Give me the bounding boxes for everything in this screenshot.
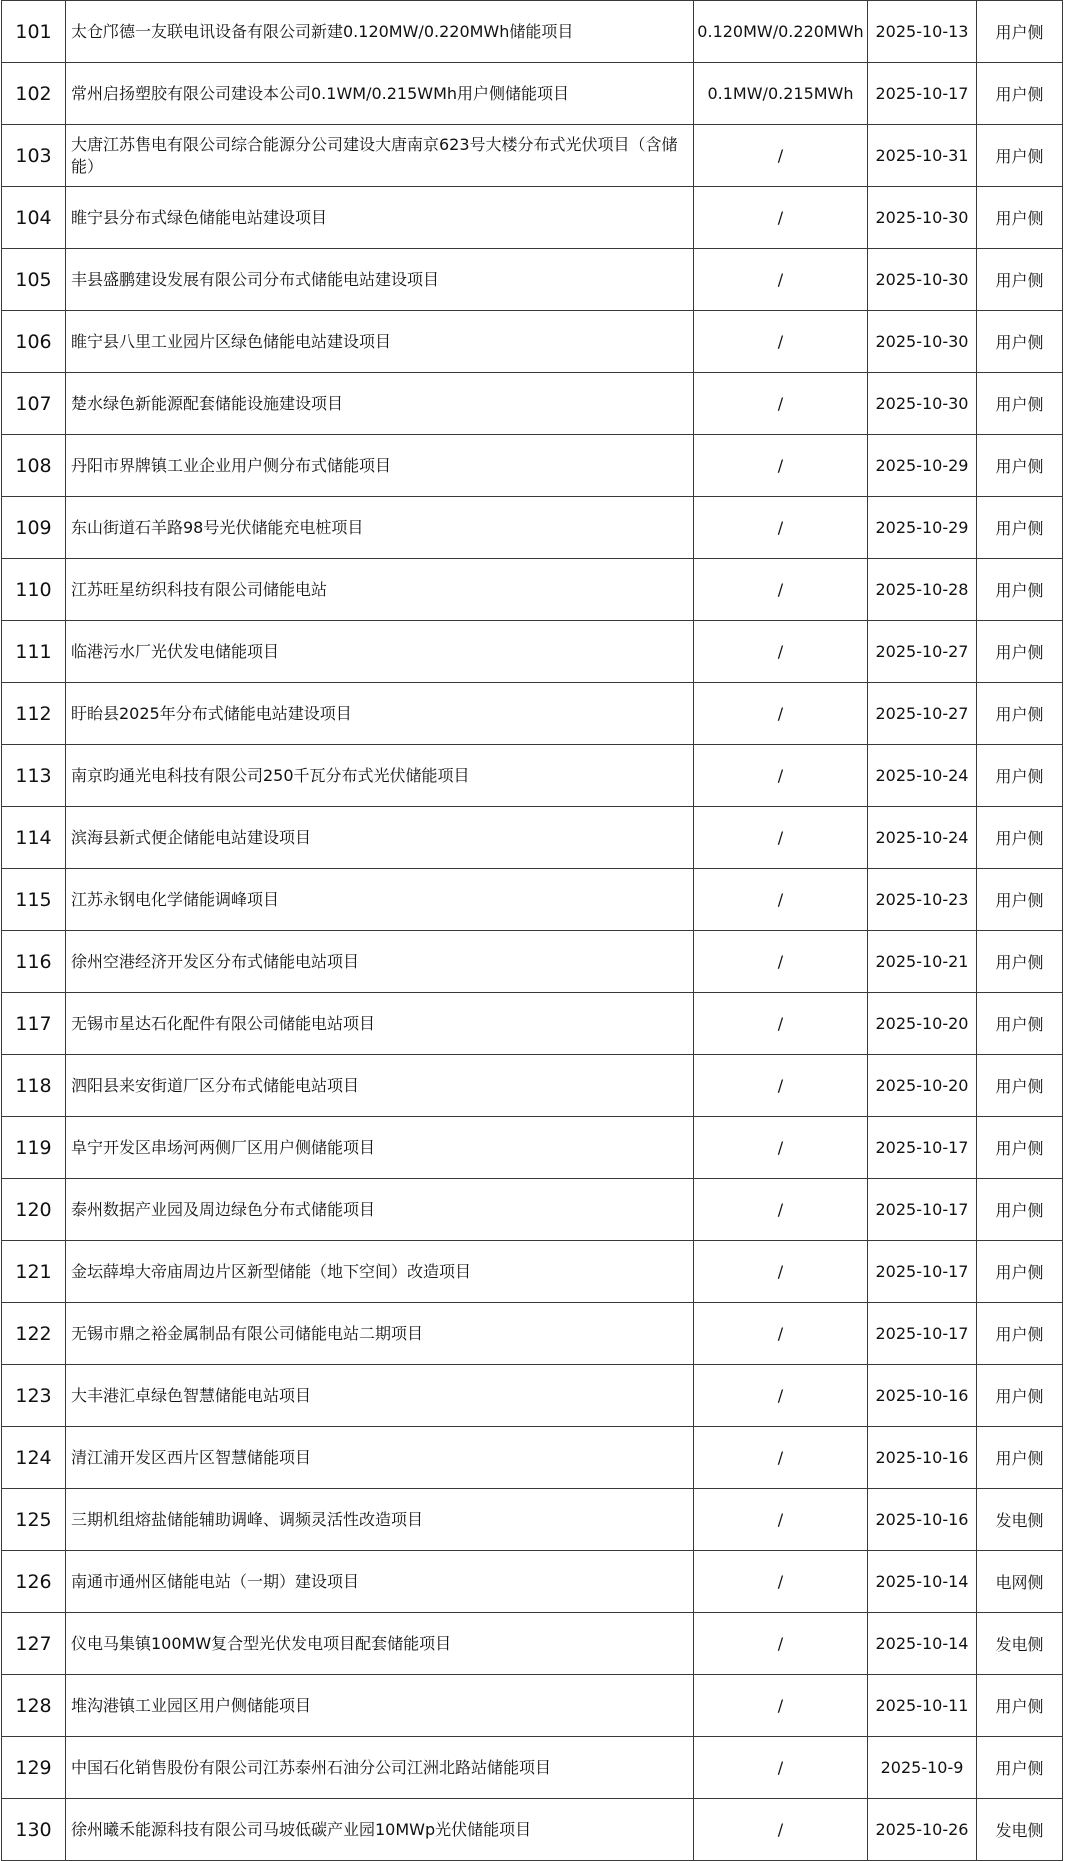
project-type: 用户侧 <box>977 559 1063 621</box>
project-date: 2025-10-30 <box>868 249 977 311</box>
project-name: 仪电马集镇100MW复合型光伏发电项目配套储能项目 <box>66 1613 694 1675</box>
table-row <box>2 1675 1063 1737</box>
project-scale: 0.120MW/0.220MWh <box>694 1 868 63</box>
project-scale: / <box>694 1799 868 1861</box>
table-row <box>2 187 1063 249</box>
project-name: 堆沟港镇工业园区用户侧储能项目 <box>66 1675 694 1737</box>
table-row <box>2 435 1063 497</box>
project-scale: / <box>694 1241 868 1303</box>
project-name: 徐州空港经济开发区分布式储能电站项目 <box>66 931 694 993</box>
project-scale: / <box>694 311 868 373</box>
project-date: 2025-10-11 <box>868 1675 977 1737</box>
project-scale: / <box>694 187 868 249</box>
project-type: 用户侧 <box>977 187 1063 249</box>
project-name: 徐州曦禾能源科技有限公司马坡低碳产业园10MWp光伏储能项目 <box>66 1799 694 1861</box>
project-type: 用户侧 <box>977 125 1063 187</box>
table-row <box>2 869 1063 931</box>
project-type: 用户侧 <box>977 1675 1063 1737</box>
project-table-body <box>2 1 1063 1861</box>
project-type: 用户侧 <box>977 373 1063 435</box>
project-name: 太仓邝德一友联电讯设备有限公司新建0.120MW/0.220MWh储能项目 <box>66 1 694 63</box>
project-name: 盱眙县2025年分布式储能电站建设项目 <box>66 683 694 745</box>
project-date: 2025-10-26 <box>868 1799 977 1861</box>
project-scale: / <box>694 1613 868 1675</box>
project-type: 用户侧 <box>977 1055 1063 1117</box>
project-scale: / <box>694 621 868 683</box>
project-scale: / <box>694 249 868 311</box>
project-date: 2025-10-17 <box>868 63 977 125</box>
table-row <box>2 1117 1063 1179</box>
row-number: 109 <box>2 497 66 559</box>
row-number: 118 <box>2 1055 66 1117</box>
project-date: 2025-10-14 <box>868 1613 977 1675</box>
project-type: 用户侧 <box>977 1179 1063 1241</box>
project-scale: / <box>694 1179 868 1241</box>
project-date: 2025-10-13 <box>868 1 977 63</box>
project-scale: / <box>694 683 868 745</box>
project-scale: / <box>694 435 868 497</box>
row-number: 129 <box>2 1737 66 1799</box>
table-row <box>2 1365 1063 1427</box>
project-type: 用户侧 <box>977 1117 1063 1179</box>
row-number: 117 <box>2 993 66 1055</box>
table-row <box>2 1427 1063 1489</box>
project-name: 南京昀通光电科技有限公司250千瓦分布式光伏储能项目 <box>66 745 694 807</box>
table-row <box>2 1613 1063 1675</box>
table-row <box>2 249 1063 311</box>
project-type: 用户侧 <box>977 1241 1063 1303</box>
project-scale: 0.1MW/0.215MWh <box>694 63 868 125</box>
row-number: 122 <box>2 1303 66 1365</box>
row-number: 107 <box>2 373 66 435</box>
table-row <box>2 125 1063 187</box>
table-row <box>2 621 1063 683</box>
table-row <box>2 1799 1063 1861</box>
table-row <box>2 497 1063 559</box>
project-date: 2025-10-17 <box>868 1303 977 1365</box>
project-type: 用户侧 <box>977 1365 1063 1427</box>
row-number: 101 <box>2 1 66 63</box>
project-type: 用户侧 <box>977 63 1063 125</box>
table-row <box>2 63 1063 125</box>
project-name: 中国石化销售股份有限公司江苏泰州石油分公司江洲北路站储能项目 <box>66 1737 694 1799</box>
table-row <box>2 311 1063 373</box>
project-scale: / <box>694 1055 868 1117</box>
table-row <box>2 993 1063 1055</box>
row-number: 110 <box>2 559 66 621</box>
project-scale: / <box>694 1737 868 1799</box>
project-name: 大唐江苏售电有限公司综合能源分公司建设大唐南京623号大楼分布式光伏项目（含储能） <box>66 125 694 187</box>
table-row <box>2 1737 1063 1799</box>
project-scale: / <box>694 807 868 869</box>
project-type: 用户侧 <box>977 497 1063 559</box>
project-type: 用户侧 <box>977 1427 1063 1489</box>
row-number: 113 <box>2 745 66 807</box>
row-number: 106 <box>2 311 66 373</box>
project-type: 电网侧 <box>977 1551 1063 1613</box>
project-scale: / <box>694 559 868 621</box>
project-date: 2025-10-17 <box>868 1179 977 1241</box>
row-number: 130 <box>2 1799 66 1861</box>
row-number: 115 <box>2 869 66 931</box>
table-row <box>2 1489 1063 1551</box>
project-name: 楚水绿色新能源配套储能设施建设项目 <box>66 373 694 435</box>
project-date: 2025-10-31 <box>868 125 977 187</box>
project-type: 发电侧 <box>977 1799 1063 1861</box>
project-scale: / <box>694 869 868 931</box>
row-number: 123 <box>2 1365 66 1427</box>
project-type: 用户侧 <box>977 311 1063 373</box>
project-date: 2025-10-24 <box>868 807 977 869</box>
project-date: 2025-10-30 <box>868 187 977 249</box>
project-scale: / <box>694 1489 868 1551</box>
project-date: 2025-10-14 <box>868 1551 977 1613</box>
project-type: 用户侧 <box>977 1 1063 63</box>
project-date: 2025-10-29 <box>868 497 977 559</box>
project-date: 2025-10-21 <box>868 931 977 993</box>
project-name: 南通市通州区储能电站（一期）建设项目 <box>66 1551 694 1613</box>
project-scale: / <box>694 1427 868 1489</box>
table-row <box>2 807 1063 869</box>
project-type: 用户侧 <box>977 931 1063 993</box>
row-number: 112 <box>2 683 66 745</box>
table-row <box>2 683 1063 745</box>
project-type: 发电侧 <box>977 1489 1063 1551</box>
project-name: 大丰港汇卓绿色智慧储能电站项目 <box>66 1365 694 1427</box>
project-name: 清江浦开发区西片区智慧储能项目 <box>66 1427 694 1489</box>
project-name: 三期机组熔盐储能辅助调峰、调频灵活性改造项目 <box>66 1489 694 1551</box>
row-number: 120 <box>2 1179 66 1241</box>
project-name: 阜宁开发区串场河两侧厂区用户侧储能项目 <box>66 1117 694 1179</box>
project-type: 用户侧 <box>977 249 1063 311</box>
project-scale: / <box>694 497 868 559</box>
project-date: 2025-10-17 <box>868 1117 977 1179</box>
project-scale: / <box>694 1675 868 1737</box>
row-number: 104 <box>2 187 66 249</box>
project-type: 用户侧 <box>977 621 1063 683</box>
table-row <box>2 1303 1063 1365</box>
project-name: 泗阳县来安街道厂区分布式储能电站项目 <box>66 1055 694 1117</box>
project-date: 2025-10-24 <box>868 745 977 807</box>
project-scale: / <box>694 745 868 807</box>
row-number: 126 <box>2 1551 66 1613</box>
project-type: 用户侧 <box>977 807 1063 869</box>
project-name: 丹阳市界牌镇工业企业用户侧分布式储能项目 <box>66 435 694 497</box>
project-date: 2025-10-27 <box>868 683 977 745</box>
row-number: 102 <box>2 63 66 125</box>
row-number: 121 <box>2 1241 66 1303</box>
project-name: 滨海县新式便企储能电站建设项目 <box>66 807 694 869</box>
project-date: 2025-10-20 <box>868 993 977 1055</box>
project-date: 2025-10-20 <box>868 1055 977 1117</box>
project-type: 发电侧 <box>977 1613 1063 1675</box>
project-name: 金坛薛埠大帝庙周边片区新型储能（地下空间）改造项目 <box>66 1241 694 1303</box>
project-name: 常州启扬塑胶有限公司建设本公司0.1WM/0.215WMh用户侧储能项目 <box>66 63 694 125</box>
project-type: 用户侧 <box>977 993 1063 1055</box>
row-number: 116 <box>2 931 66 993</box>
project-name: 江苏旺星纺织科技有限公司储能电站 <box>66 559 694 621</box>
project-date: 2025-10-29 <box>868 435 977 497</box>
project-date: 2025-10-16 <box>868 1489 977 1551</box>
row-number: 124 <box>2 1427 66 1489</box>
project-scale: / <box>694 1551 868 1613</box>
table-row <box>2 1 1063 63</box>
project-date: 2025-10-16 <box>868 1427 977 1489</box>
project-type: 用户侧 <box>977 1303 1063 1365</box>
table-row <box>2 1179 1063 1241</box>
project-name: 泰州数据产业园及周边绿色分布式储能项目 <box>66 1179 694 1241</box>
project-name: 东山街道石羊路98号光伏储能充电桩项目 <box>66 497 694 559</box>
project-name: 睢宁县分布式绿色储能电站建设项目 <box>66 187 694 249</box>
project-scale: / <box>694 1365 868 1427</box>
project-table <box>1 0 1063 1861</box>
table-row <box>2 1055 1063 1117</box>
project-type: 用户侧 <box>977 1737 1063 1799</box>
row-number: 103 <box>2 125 66 187</box>
project-date: 2025-10-30 <box>868 373 977 435</box>
table-row <box>2 931 1063 993</box>
project-scale: / <box>694 1303 868 1365</box>
project-date: 2025-10-30 <box>868 311 977 373</box>
table-row <box>2 1241 1063 1303</box>
project-date: 2025-10-23 <box>868 869 977 931</box>
table-row <box>2 373 1063 435</box>
row-number: 119 <box>2 1117 66 1179</box>
project-type: 用户侧 <box>977 435 1063 497</box>
row-number: 105 <box>2 249 66 311</box>
project-name: 丰县盛鹏建设发展有限公司分布式储能电站建设项目 <box>66 249 694 311</box>
row-number: 127 <box>2 1613 66 1675</box>
project-name: 江苏永钢电化学储能调峰项目 <box>66 869 694 931</box>
project-scale: / <box>694 931 868 993</box>
project-date: 2025-10-27 <box>868 621 977 683</box>
project-type: 用户侧 <box>977 745 1063 807</box>
row-number: 108 <box>2 435 66 497</box>
row-number: 111 <box>2 621 66 683</box>
project-date: 2025-10-9 <box>868 1737 977 1799</box>
project-scale: / <box>694 993 868 1055</box>
project-type: 用户侧 <box>977 869 1063 931</box>
table-row <box>2 745 1063 807</box>
table-row <box>2 1551 1063 1613</box>
project-name: 无锡市鼎之裕金属制品有限公司储能电站二期项目 <box>66 1303 694 1365</box>
project-scale: / <box>694 1117 868 1179</box>
row-number: 128 <box>2 1675 66 1737</box>
project-name: 睢宁县八里工业园片区绿色储能电站建设项目 <box>66 311 694 373</box>
project-date: 2025-10-16 <box>868 1365 977 1427</box>
project-scale: / <box>694 125 868 187</box>
project-type: 用户侧 <box>977 683 1063 745</box>
row-number: 114 <box>2 807 66 869</box>
project-name: 临港污水厂光伏发电储能项目 <box>66 621 694 683</box>
project-name: 无锡市星达石化配件有限公司储能电站项目 <box>66 993 694 1055</box>
project-date: 2025-10-17 <box>868 1241 977 1303</box>
project-date: 2025-10-28 <box>868 559 977 621</box>
row-number: 125 <box>2 1489 66 1551</box>
table-row <box>2 559 1063 621</box>
project-scale: / <box>694 373 868 435</box>
